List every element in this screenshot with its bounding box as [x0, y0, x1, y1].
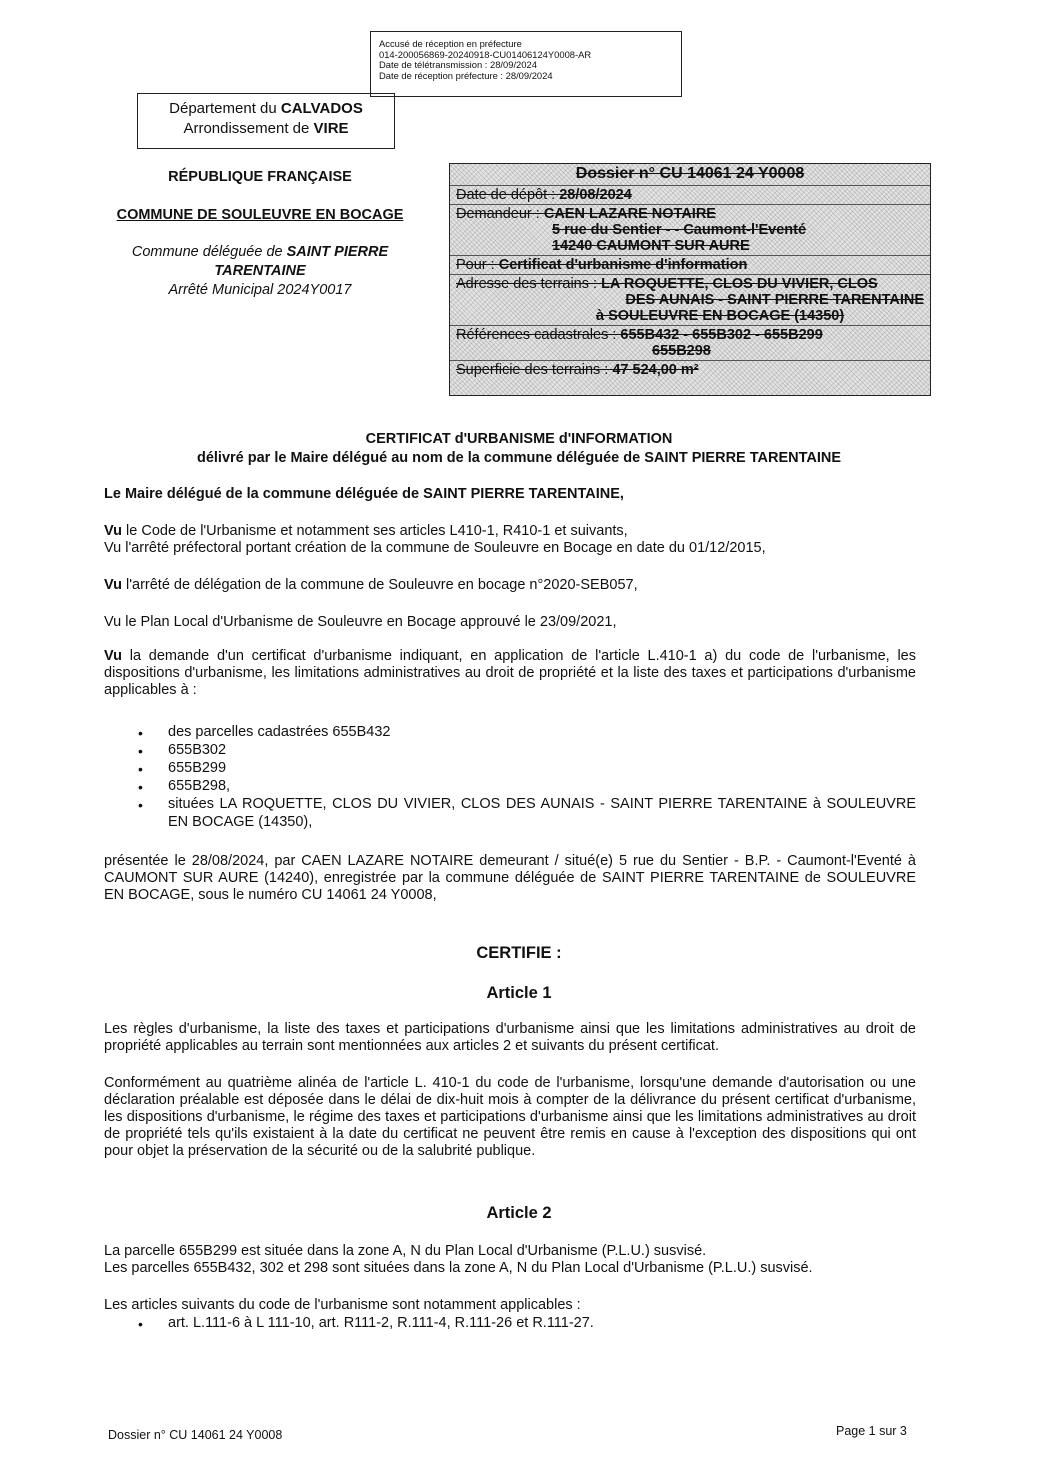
arrondissement-name: VIRE	[313, 120, 349, 137]
demandeur-name: CAEN LAZARE NOTAIRE	[543, 206, 716, 222]
adresse-label: Adresse des terrains :	[456, 276, 602, 292]
article-1-paragraph: Les règles d'urbanisme, la liste des taxes et participations d'urbanisme ainsi que les limitations administratives au droit de propriété applicables au terrain sont mentionnées aux articles 2 et suivants du présent certificat.	[104, 1021, 916, 1054]
article-1-heading: Article 1	[486, 984, 552, 1002]
dossier-references-row	[450, 325, 930, 360]
stamp-line: Accusé de réception en préfecture	[379, 38, 522, 49]
dossier-box	[449, 163, 931, 396]
adresse-value: LA ROQUETTE, CLOS DU VIVIER, CLOS	[601, 276, 878, 292]
parcel-list	[104, 723, 916, 831]
pour-value: Certificat d'urbanisme d'information	[498, 257, 748, 273]
certificate-heading: CERTIFICAT d'URBANISME d'INFORMATION	[365, 431, 673, 447]
references-value: 655B432 - 655B302 - 655B299	[620, 327, 823, 343]
stamp-line: Date de télétransmission : 28/09/2024	[379, 59, 537, 71]
commune-deleguee	[95, 243, 425, 300]
department-name: CALVADOS	[280, 100, 363, 117]
vu-line: Vu l'arrêté préfectoral portant création de la commune de Souleuvre en Bocage en date du 01/12/2015,	[104, 540, 766, 556]
republic-heading: RÉPUBLIQUE FRANÇAISE	[168, 169, 352, 185]
vu-paragraph	[104, 523, 916, 557]
vu-text: la demande d'un certificat d'urbanisme indiquant, en application de l'article L.410-1 a) du code de l'urbanisme, les dispositions d'urbanisme, les limitations administratives au droit de propriété et la liste des taxes et participations d'urbanisme applicables à :	[104, 648, 916, 698]
demandeur-label: Demandeur :	[456, 206, 544, 222]
department-box	[137, 93, 395, 149]
list-item: • art. L.111-6 à L 111-10, art. R111-2, R.111-4, R.111-26 et R.111-27.	[104, 1314, 916, 1332]
vu-line: Vu le Plan Local d'Urbanisme de Souleuvre en Bocage approuvé le 23/09/2021,	[104, 614, 617, 630]
dossier-adresse-row	[450, 274, 930, 325]
list-item: • 655B298,	[104, 777, 916, 795]
article-2-paragraph	[104, 1243, 916, 1277]
vu-label: Vu	[104, 523, 122, 539]
article-2-paragraph: Les articles suivants du code de l'urbanisme sont notamment applicables :	[104, 1297, 581, 1313]
department-label: Département du	[169, 100, 281, 117]
dossier-demandeur-row	[450, 204, 930, 255]
maire-line: Le Maire délégué de la commune déléguée de SAINT PIERRE TARENTAINE,	[104, 486, 624, 502]
adresse-value: à SOULEUVRE EN BOCAGE (14350)	[596, 308, 845, 324]
deleguee-line	[95, 243, 425, 281]
list-item: • des parcelles cadastrées 655B432	[104, 723, 916, 741]
zone-line: La parcelle 655B299 est située dans la zone A, N du Plan Local d'Urbanisme (P.L.U.) susvisé.	[104, 1243, 707, 1259]
article-2-heading: Article 2	[486, 1204, 552, 1222]
vu-demande-paragraph	[104, 648, 916, 699]
references-value: 655B298	[652, 343, 711, 359]
article-list	[104, 1314, 916, 1332]
demandeur-city: 14240 CAUMONT SUR AURE	[552, 238, 750, 254]
stamp-line: Date de réception préfecture : 28/09/2024	[379, 69, 553, 81]
arrete-municipal: Arrêté Municipal 2024Y0017	[168, 282, 352, 298]
arrondissement-label: Arrondissement de	[183, 120, 314, 137]
list-item: • situées LA ROQUETTE, CLOS DU VIVIER, CLOS DES AUNAIS - SAINT PIERRE TARENTAINE à SOULEUVRE EN BOCAGE (14350),	[104, 795, 916, 831]
vu-label: Vu	[104, 577, 122, 593]
deleguee-label: Commune déléguée de	[131, 244, 287, 260]
dossier-title: Dossier n° CU 14061 24 Y0008	[575, 165, 805, 182]
references-label: Références cadastrales :	[456, 327, 621, 343]
footer-dossier-number: Dossier n° CU 14061 24 Y0008	[108, 1428, 283, 1442]
vu-line	[104, 523, 916, 540]
vu-line	[104, 577, 916, 594]
dossier-superficie-row	[450, 360, 930, 379]
arrondissement-line	[138, 119, 394, 139]
depot-label: Date de dépôt :	[456, 187, 560, 203]
presentee-paragraph: présentée le 28/08/2024, par CAEN LAZARE NOTAIRE demeurant / situé(e) 5 rue du Sentier - B.P. - Caumont-l'Eventé à CAUMONT SUR AURE (14240), enregistrée par la commune déléguée de SAINT PIERRE TARENTAINE de SOULEUVRE EN BOCAGE, sous le numéro CU 14061 24 Y0008,	[104, 853, 916, 903]
list-item: • 655B302	[104, 741, 916, 759]
stamp-line: 014-200056869-20240918-CU01406124Y0008-AR	[379, 48, 592, 60]
superficie-label: Superficie des terrains :	[456, 362, 613, 378]
superficie-value: 47 524,00 m²	[612, 362, 699, 378]
article-1-paragraph: Conformément au quatrième alinéa de l'article L. 410-1 du code de l'urbanisme, lorsqu'une demande d'autorisation ou une déclaration préalable est déposée dans le délai de dix-huit mois à compter de la délivrance du présent certificat d'urbanisme, les dispositions d'urbanisme, le régime des taxes et participations d'urbanisme ainsi que les limitations administratives au droit de propriété tels qu'ils existaient à la date du certificat ne peuvent être remis en cause à l'exception des dispositions qui ont pour objet la préservation de la sécurité ou de la salubrité publique.	[104, 1075, 916, 1159]
prefecture-receipt-stamp	[370, 31, 682, 97]
vu-text: l'arrêté de délégation de la commune de Souleuvre en bocage n°2020-SEB057,	[122, 577, 638, 593]
page-number: Page 1 sur 3	[836, 1424, 907, 1438]
deleguee-name: SAINT PIERRE TARENTAINE	[214, 244, 389, 279]
vu-label: Vu	[104, 648, 122, 664]
commune-heading: COMMUNE DE SOULEUVRE EN BOCAGE	[116, 207, 404, 223]
dossier-pour-row	[450, 255, 930, 274]
certificate-subheading: délivré par le Maire délégué au nom de la commune déléguée de SAINT PIERRE TARENTAINE	[196, 450, 842, 466]
vu-text: le Code de l'Urbanisme et notamment ses articles L410-1, R410-1 et suivants,	[122, 523, 628, 539]
depot-value: 28/08/2024	[559, 187, 632, 203]
pour-label: Pour :	[456, 257, 499, 273]
certificate-title	[0, 430, 1038, 468]
zone-line: Les parcelles 655B432, 302 et 298 sont situées dans la zone A, N du Plan Local d'Urbanisme (P.L.U.) susvisé.	[104, 1260, 813, 1276]
certifie-heading: CERTIFIE :	[476, 944, 562, 962]
list-item: • 655B299	[104, 759, 916, 777]
dossier-depot-row	[450, 185, 930, 204]
adresse-value: DES AUNAIS - SAINT PIERRE TARENTAINE	[625, 292, 924, 308]
demandeur-address: 5 rue du Sentier - - Caumont-l'Eventé	[552, 222, 807, 238]
department-line	[138, 99, 394, 119]
